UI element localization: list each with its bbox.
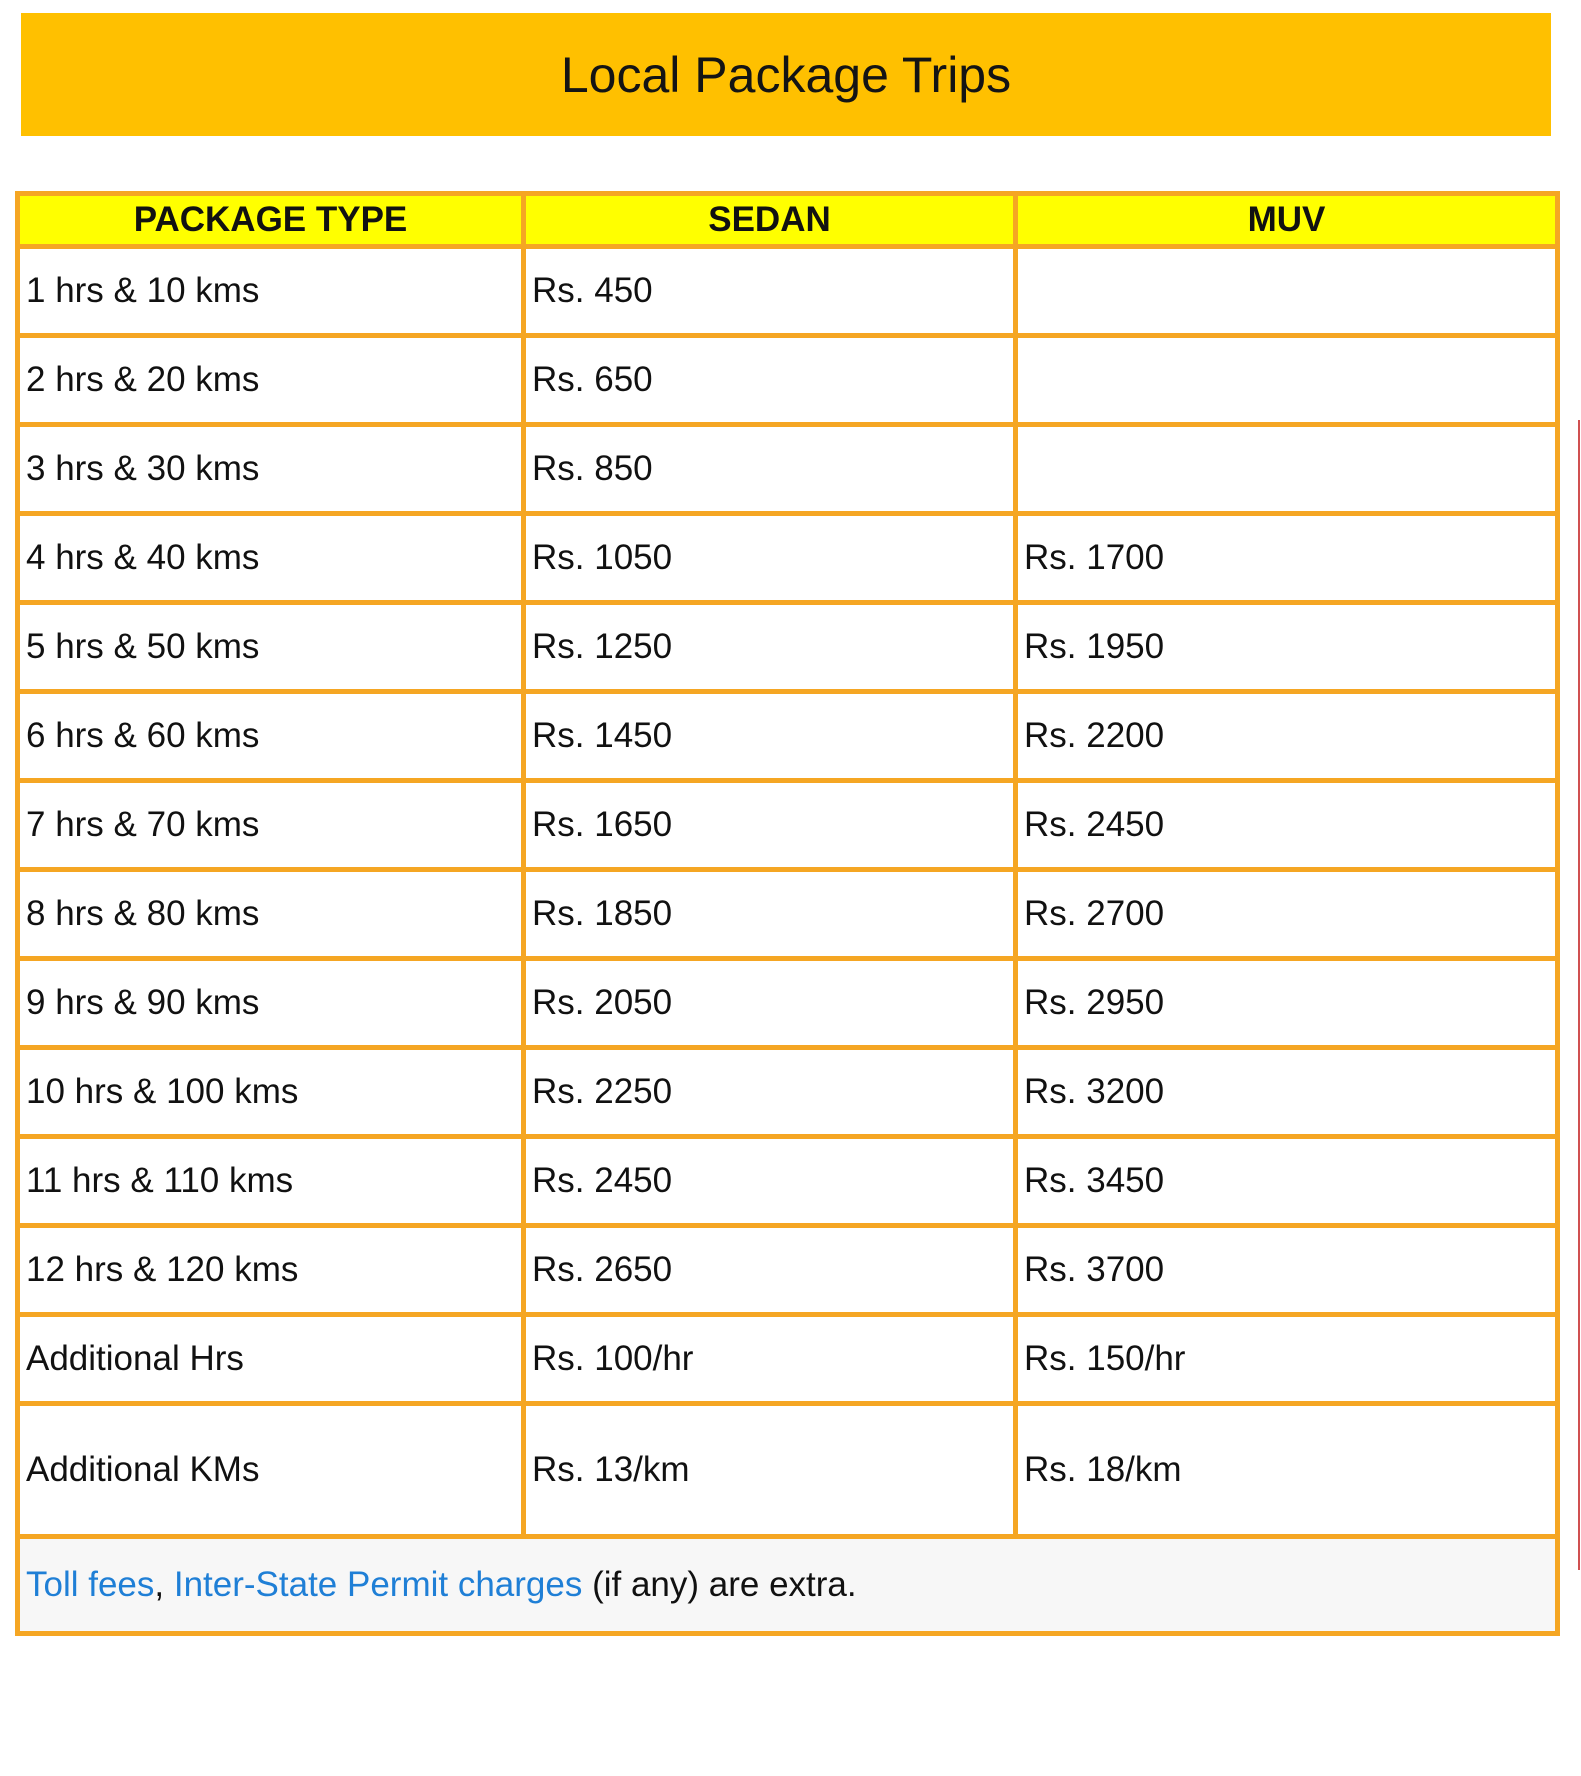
table-row (18, 870, 1558, 959)
package-type-cell: Additional KMs (18, 1404, 524, 1537)
sedan-price-cell: Rs. 450 (524, 247, 1016, 336)
package-type-cell: 8 hrs & 80 kms (18, 870, 524, 959)
muv-price-cell: Rs. 1700 (1016, 514, 1558, 603)
price-table (15, 191, 1560, 1636)
sedan-price-cell: Rs. 13/km (524, 1404, 1016, 1537)
package-type-cell: 4 hrs & 40 kms (18, 514, 524, 603)
muv-price-cell: Rs. 1950 (1016, 603, 1558, 692)
sedan-price-cell: Rs. 650 (524, 336, 1016, 425)
table-row (18, 336, 1558, 425)
inter-state-permit-link[interactable]: Inter-State Permit charges (173, 1565, 583, 1604)
muv-price-cell: Rs. 2950 (1016, 959, 1558, 1048)
table-row (18, 1137, 1558, 1226)
sedan-price-cell: Rs. 1050 (524, 514, 1016, 603)
header-muv: MUV (1016, 194, 1558, 247)
sedan-price-cell: Rs. 2450 (524, 1137, 1016, 1226)
package-type-cell: 1 hrs & 10 kms (18, 247, 524, 336)
table-header-row (18, 194, 1558, 247)
muv-price-cell: Rs. 3200 (1016, 1048, 1558, 1137)
table-row (18, 1404, 1558, 1537)
sedan-price-cell: Rs. 1850 (524, 870, 1016, 959)
table-row (18, 959, 1558, 1048)
package-type-cell: 5 hrs & 50 kms (18, 603, 524, 692)
table-row (18, 425, 1558, 514)
muv-price-cell: Rs. 2200 (1016, 692, 1558, 781)
sedan-price-cell: Rs. 1250 (524, 603, 1016, 692)
table-row (18, 247, 1558, 336)
table-row (18, 692, 1558, 781)
note-tail-text: (if any) are extra. (582, 1565, 857, 1604)
table-row (18, 603, 1558, 692)
header-package-type: PACKAGE TYPE (18, 194, 524, 247)
sedan-price-cell: Rs. 2050 (524, 959, 1016, 1048)
package-type-cell: 6 hrs & 60 kms (18, 692, 524, 781)
sedan-price-cell: Rs. 850 (524, 425, 1016, 514)
package-type-cell: 3 hrs & 30 kms (18, 425, 524, 514)
muv-price-cell: Rs. 3450 (1016, 1137, 1558, 1226)
header-sedan: SEDAN (524, 194, 1016, 247)
package-type-cell: 10 hrs & 100 kms (18, 1048, 524, 1137)
page-edge-divider (1578, 420, 1580, 1570)
muv-price-cell: Rs. 150/hr (1016, 1315, 1558, 1404)
sedan-price-cell: Rs. 2650 (524, 1226, 1016, 1315)
sedan-price-cell: Rs. 2250 (524, 1048, 1016, 1137)
sedan-price-cell: Rs. 100/hr (524, 1315, 1016, 1404)
table-row (18, 1315, 1558, 1404)
table-row (18, 1226, 1558, 1315)
muv-price-cell: Rs. 2450 (1016, 781, 1558, 870)
package-type-cell: 7 hrs & 70 kms (18, 781, 524, 870)
package-type-cell: 11 hrs & 110 kms (18, 1137, 524, 1226)
toll-fees-link[interactable]: Toll fees (26, 1565, 155, 1604)
muv-price-cell (1016, 425, 1558, 514)
sedan-price-cell: Rs. 1650 (524, 781, 1016, 870)
package-type-cell: 9 hrs & 90 kms (18, 959, 524, 1048)
table-row (18, 514, 1558, 603)
note-row (18, 1537, 1558, 1634)
table-row (18, 1048, 1558, 1137)
sedan-price-cell: Rs. 1450 (524, 692, 1016, 781)
extra-charges-note (18, 1537, 1558, 1634)
note-separator: , (154, 1565, 174, 1604)
package-type-cell: 12 hrs & 120 kms (18, 1226, 524, 1315)
package-type-cell: 2 hrs & 20 kms (18, 336, 524, 425)
muv-price-cell (1016, 336, 1558, 425)
muv-price-cell (1016, 247, 1558, 336)
table-row (18, 781, 1558, 870)
muv-price-cell: Rs. 18/km (1016, 1404, 1558, 1537)
package-type-cell: Additional Hrs (18, 1315, 524, 1404)
muv-price-cell: Rs. 3700 (1016, 1226, 1558, 1315)
muv-price-cell: Rs. 2700 (1016, 870, 1558, 959)
page-title: Local Package Trips (21, 13, 1551, 136)
